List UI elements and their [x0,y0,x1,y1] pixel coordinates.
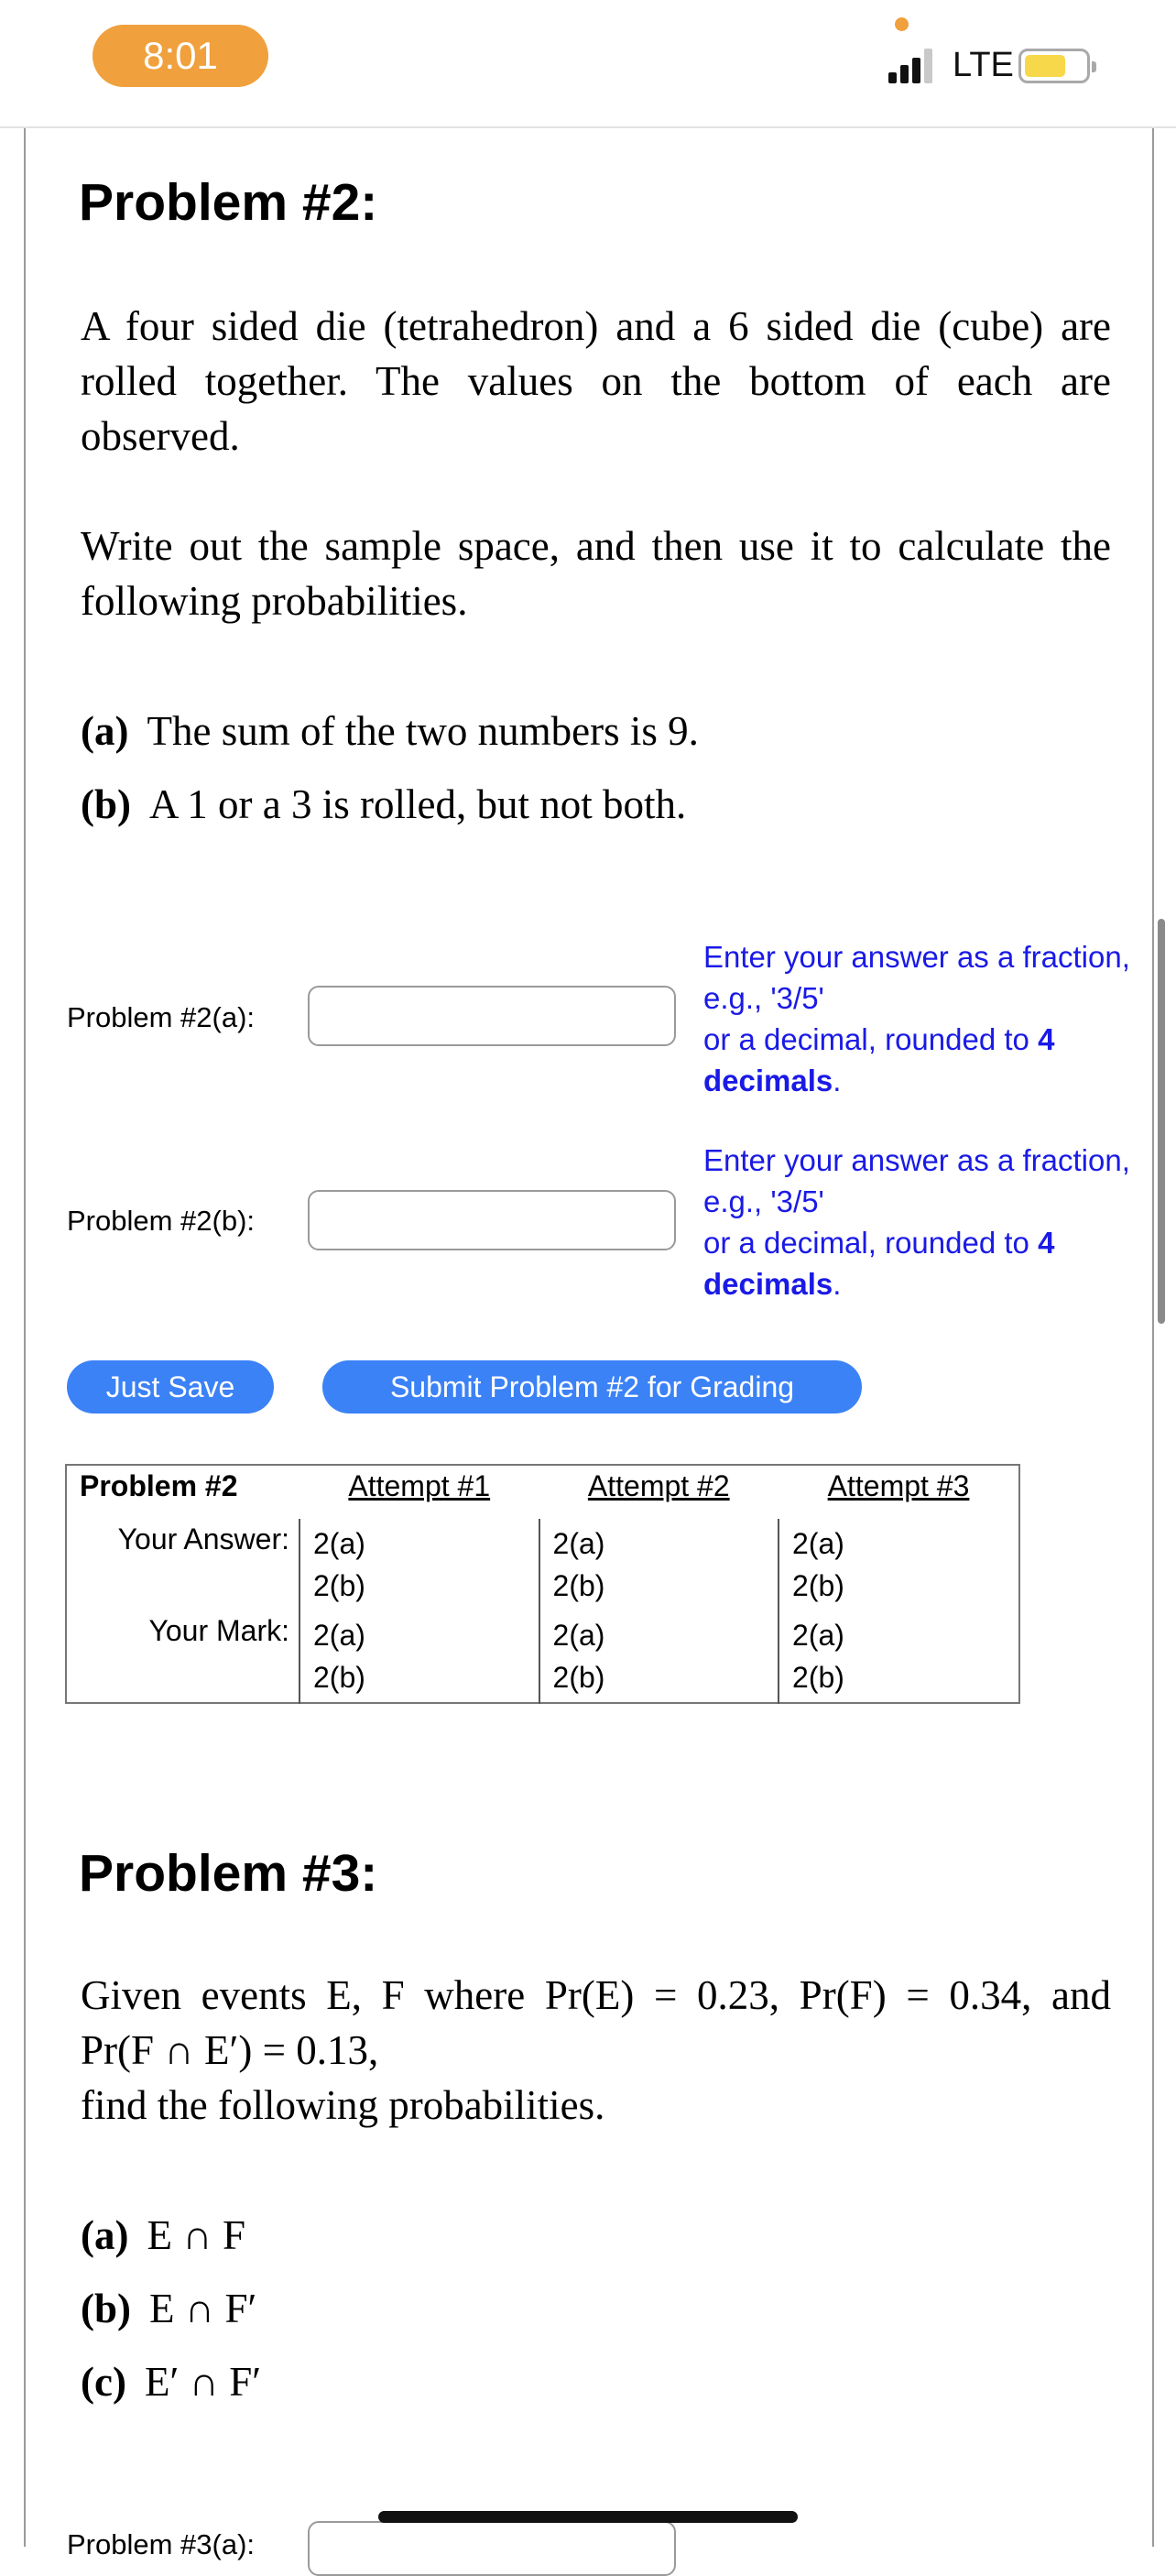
hint-bold: 4 [1038,1022,1055,1056]
attempts-table [65,1464,1020,1704]
hint-bold: decimals [703,1267,833,1301]
hint-end: . [833,1267,842,1301]
problem-3-part-b [81,2281,256,2336]
privacy-dot [895,17,909,31]
part-label: (a) [81,2212,129,2258]
signal-icon [888,49,936,83]
part-label: (c) [81,2359,126,2405]
hint-bold: decimals [703,1064,833,1097]
hint-text: or a decimal, rounded to [703,1022,1029,1056]
problem-3a-label: Problem #3(a): [67,2528,256,2560]
problem-3-heading: Problem #3: [79,1844,378,1903]
problem-3a-input[interactable] [308,2521,676,2576]
page-frame [24,128,1154,2547]
attempt-1-header: Attempt #1 [348,1469,491,1502]
time-display: 8:01 [93,25,268,87]
hint-end: . [833,1064,842,1097]
your-answer-label: Your Answer: [117,1523,289,1555]
part-label: (b) [81,781,131,827]
part-text: E′ ∩ F′ [144,2359,262,2405]
hint-text: Enter your answer as a fraction, e.g., '3/5' [703,940,1130,1015]
problem-3-part-a [81,2208,245,2263]
just-save-button[interactable]: Just Save [67,1360,274,1414]
problem-2b-input[interactable] [308,1190,676,1250]
scrollbar[interactable] [1158,919,1165,1324]
problem-3-part-c [81,2354,261,2409]
part-label: (b) [81,2286,131,2331]
given-line: find the following probabilities. [81,2082,605,2128]
problem-2-heading: Problem #2: [79,173,378,232]
part-text: The sum of the two numbers is 9. [147,708,699,754]
table-cell: 2(a) 2(b) [539,1610,779,1703]
attempt-3-header: Attempt #3 [827,1469,970,1502]
problem-2-description: A four sided die (tetrahedron) and a 6 sided die (cube) are rolled together. The values on the bottom of each are observed. [81,303,1111,459]
your-mark-label: Your Mark: [148,1614,289,1647]
part-text: E ∩ F [147,2212,245,2258]
given-line: Pr(F ∩ E′) = 0.13, [81,2027,379,2073]
given-line: Given events E, F where Pr(E) = 0.23, Pr(F) = 0.34, and [81,1972,1111,2018]
battery-icon [1018,49,1090,83]
submit-problem-2-button[interactable]: Submit Problem #2 for Grading [322,1360,862,1414]
table-corner: Problem #2 [80,1469,238,1502]
problem-2-part-b [81,777,686,832]
table-cell: 2(a) 2(b) [299,1519,539,1610]
problem-2a-label: Problem #2(a): [67,1001,256,1033]
table-cell: 2(a) 2(b) [779,1519,1019,1610]
table-header-row [66,1465,1019,1519]
table-cell: 2(a) 2(b) [779,1610,1019,1703]
hint-bold: 4 [1038,1226,1055,1260]
table-cell: 2(a) 2(b) [539,1519,779,1610]
part-text: A 1 or a 3 is rolled, but not both. [149,781,687,827]
part-text: E ∩ F′ [149,2286,257,2331]
problem-2b-label: Problem #2(b): [67,1205,256,1237]
attempt-2-header: Attempt #2 [587,1469,730,1502]
problem-2-part-a [81,704,699,759]
problem-2-instructions: Write out the sample space, and then use it to calculate the following probabilities. [81,523,1111,624]
mark-row [66,1610,1019,1703]
hint-text: Enter your answer as a fraction, e.g., '3/5' [703,1143,1130,1218]
network-label: LTE [953,46,1014,84]
status-bar [0,0,1176,128]
table-cell: 2(a) 2(b) [299,1610,539,1703]
hint-text: or a decimal, rounded to [703,1226,1029,1260]
home-indicator[interactable] [378,2511,798,2523]
part-label: (a) [81,708,129,754]
problem-2a-input[interactable] [308,986,676,1046]
problem-3-description [81,1968,1111,2133]
problem-2a-hint [703,936,1134,1101]
answer-row [66,1519,1019,1610]
problem-2b-hint [703,1140,1134,1304]
